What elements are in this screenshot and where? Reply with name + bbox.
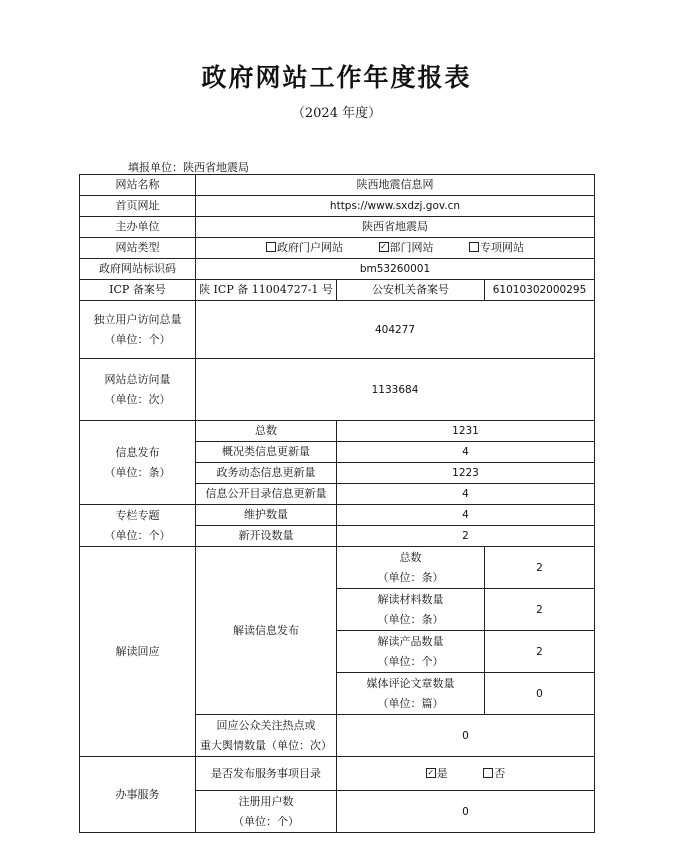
unique-visitors-label: 独立用户访问总量 （单位：个） [80,301,196,359]
icp-value: 陕 ICP 备 11004727-1 号 [196,280,337,301]
interpret-item-value: 2 [485,547,595,589]
service-option-no: 否 [483,764,505,784]
unique-visitors-value: 404277 [196,301,595,359]
info-item-label: 信息公开目录信息更新量 [196,484,337,505]
filler-label: 填报单位： [128,161,183,174]
service-catalog-label: 是否发布服务事项目录 [196,757,337,791]
checkbox-icon [469,242,479,252]
row-info-total [80,421,595,442]
info-item-label: 总数 [196,421,337,442]
interpret-item-label: 解读产品数量 （单位：个） [337,631,485,673]
row-homepage [80,196,595,217]
total-visits-value: 1133684 [196,359,595,421]
row-total-visits [80,359,595,421]
columns-item-label: 维护数量 [196,505,337,526]
service-label: 办事服务 [80,757,196,833]
row-service-catalog [80,757,595,791]
row-interpret-total [80,547,595,589]
site-type-option: 专项网站 [469,238,524,258]
checkbox-icon [266,242,276,252]
info-item-value: 1231 [337,421,595,442]
row-columns-maintain [80,505,595,526]
site-type-option: 政府门户网站 [266,238,343,258]
page-title: 政府网站工作年度报表 [201,63,472,92]
filler-unit [128,159,249,175]
registered-label: 注册用户数 （单位：个） [196,791,337,833]
report-table [79,174,595,833]
interpret-item-label: 媒体评论文章数量 （单位：篇） [337,673,485,715]
info-item-label: 政务动态信息更新量 [196,463,337,484]
sponsor-label: 主办单位 [80,217,196,238]
interpret-sub-label: 解读信息发布 [196,547,337,715]
row-site-type [80,238,595,259]
row-unique-visitors [80,301,595,359]
checkbox-icon [379,242,389,252]
info-item-value: 1223 [337,463,595,484]
columns-item-value: 2 [337,526,595,547]
row-icp [80,280,595,301]
response-value: 0 [337,715,595,757]
row-site-name [80,175,595,196]
site-name-label: 网站名称 [80,175,196,196]
columns-label: 专栏专题 （单位：个） [80,505,196,547]
site-type-options [196,238,595,259]
service-option-yes: ✓ 是 [426,764,448,784]
site-code-label: 政府网站标识码 [80,259,196,280]
checkbox-icon [426,768,436,778]
site-type-label: 网站类型 [80,238,196,259]
site-code-value: bm53260001 [196,259,595,280]
filler-value: 陕西省地震局 [183,161,249,174]
columns-item-value: 4 [337,505,595,526]
interpret-item-label: 解读材料数量 （单位：条） [337,589,485,631]
info-publish-label: 信息发布 （单位：条） [80,421,196,505]
row-site-code [80,259,595,280]
checkbox-icon [483,768,493,778]
interpret-item-value: 2 [485,589,595,631]
site-name-value: 陕西地震信息网 [196,175,595,196]
icp-label: ICP 备案号 [80,280,196,301]
interpret-item-value: 2 [485,631,595,673]
info-item-label: 概况类信息更新量 [196,442,337,463]
site-type-option: ✓ 部门网站 [379,238,434,258]
sponsor-value: 陕西省地震局 [196,217,595,238]
police-record-value: 61010302000295 [485,280,595,301]
interpret-item-value: 0 [485,673,595,715]
police-record-label: 公安机关备案号 [337,280,485,301]
columns-item-label: 新开设数量 [196,526,337,547]
report-year: （2024 年度） [291,106,382,121]
interpret-label: 解读回应 [80,547,196,757]
registered-value: 0 [337,791,595,833]
service-catalog-options [337,757,595,791]
homepage-label: 首页网址 [80,196,196,217]
homepage-value: https://www.sxdzj.gov.cn [196,196,595,217]
interpret-item-label: 总数 （单位：条） [337,547,485,589]
info-item-value: 4 [337,484,595,505]
response-label: 回应公众关注热点或 重大舆情数量（单位：次） [196,715,337,757]
total-visits-label: 网站总访问量 （单位：次） [80,359,196,421]
row-sponsor [80,217,595,238]
info-item-value: 4 [337,442,595,463]
